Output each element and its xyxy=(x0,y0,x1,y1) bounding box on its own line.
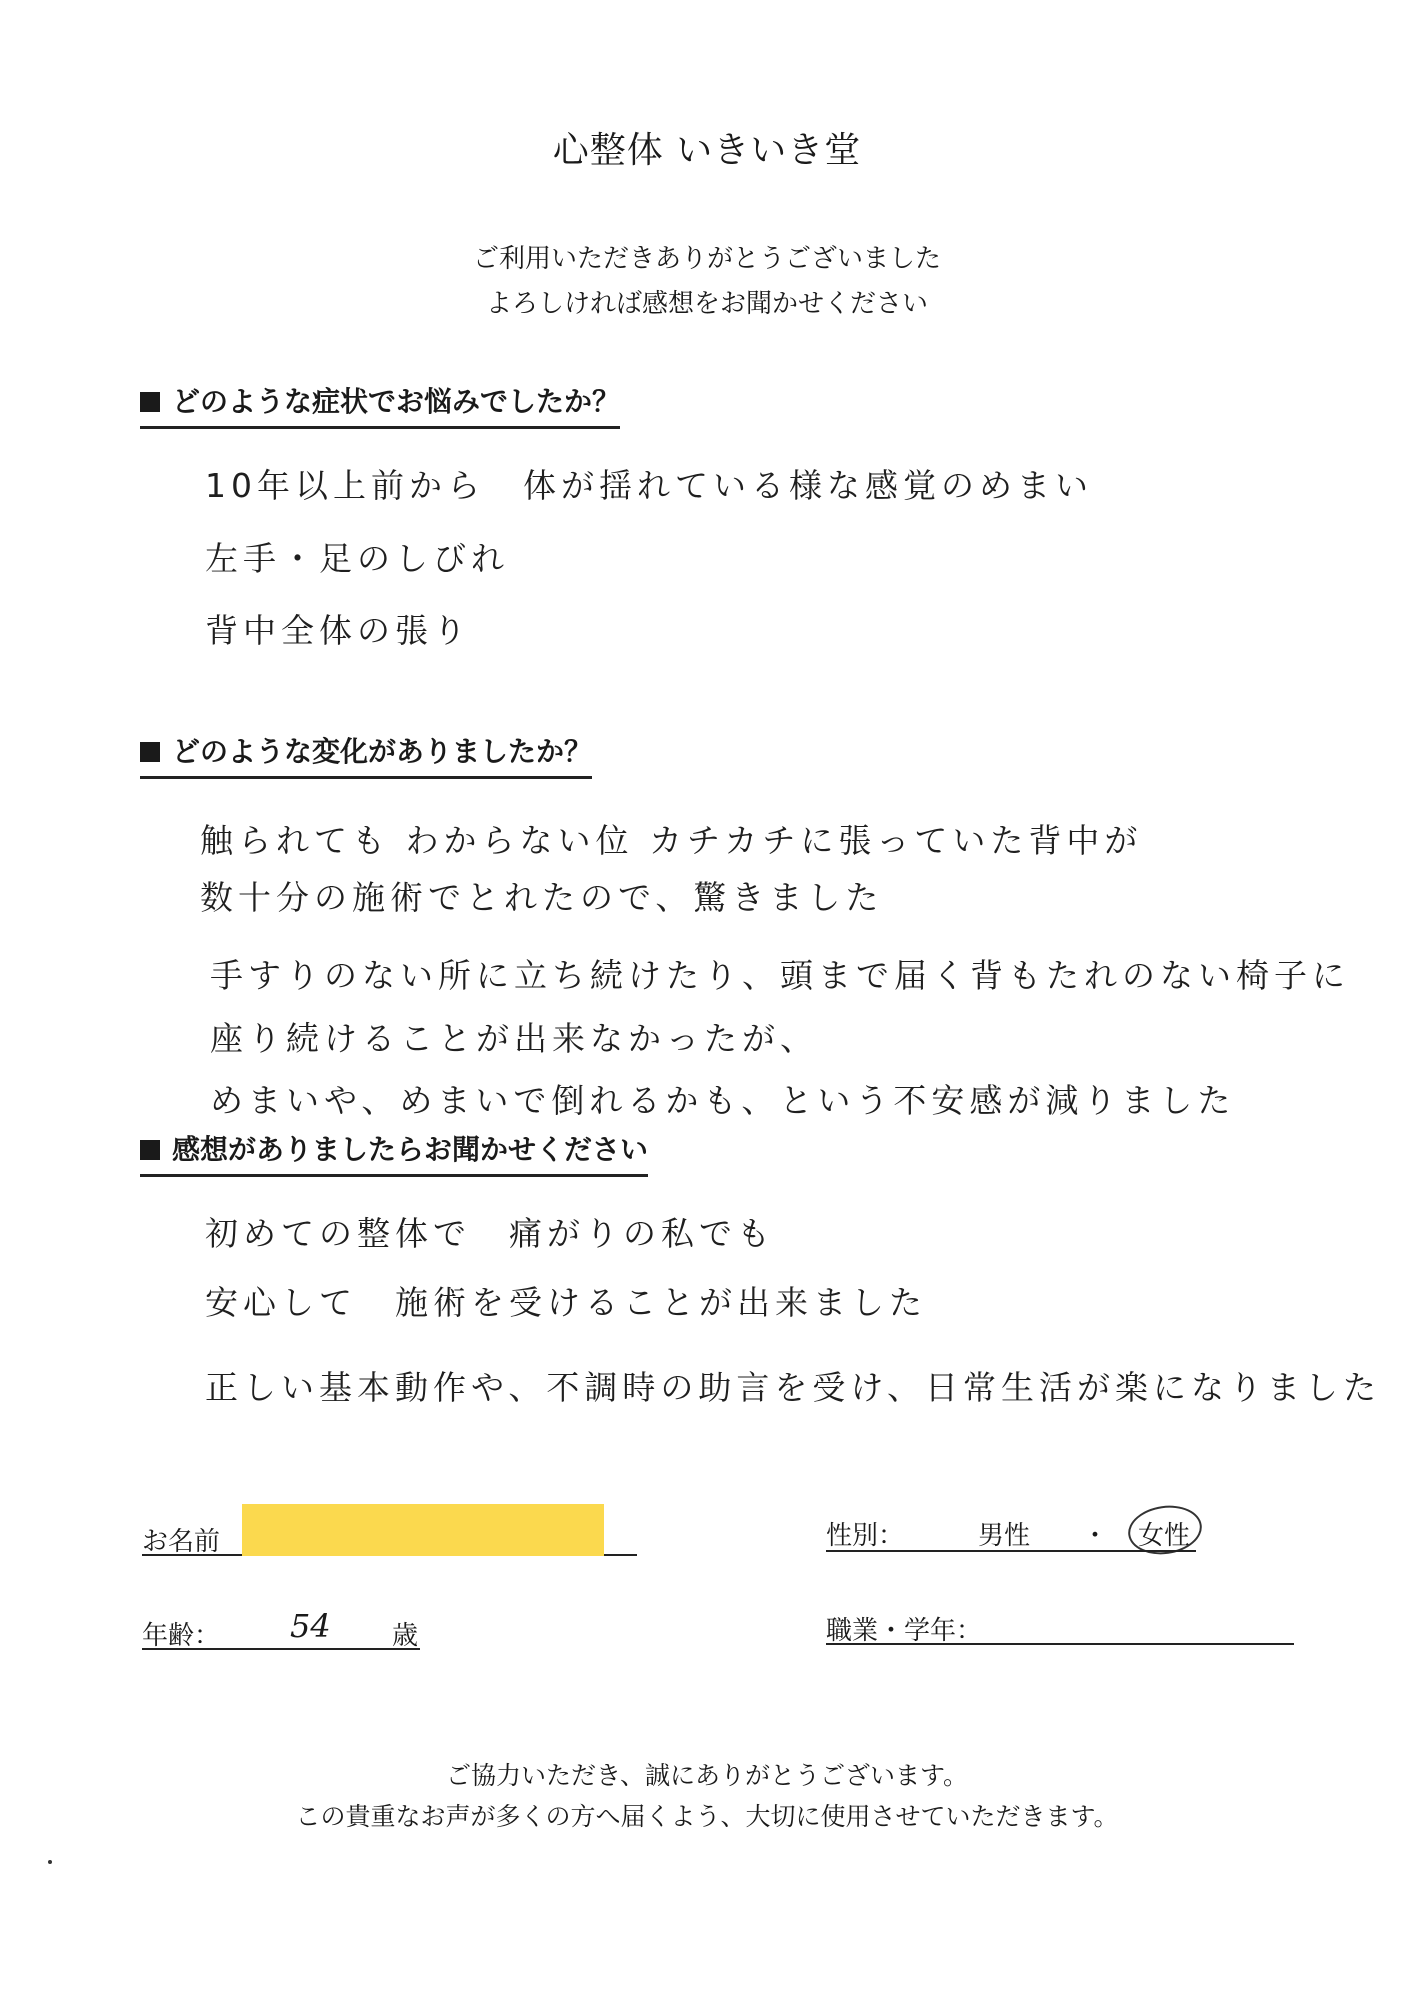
gender-male-option: 男性 xyxy=(978,1521,1031,1551)
gender-label: 性別： xyxy=(826,1521,905,1551)
symptom-line-3: 背中全体の張り xyxy=(205,611,471,650)
gender-female-option: 女性 xyxy=(1138,1521,1191,1551)
intro-line-1: ご利用いただきありがとうございました xyxy=(472,244,941,274)
square-bullet-icon xyxy=(140,1140,160,1160)
stray-dot xyxy=(48,1860,52,1864)
age-label: 年齢： xyxy=(142,1621,221,1651)
redacted-name-box xyxy=(242,1504,604,1556)
symptom-line-1: 10年以上前から 体が揺れている様な感覚のめまい xyxy=(205,466,1093,505)
square-bullet-icon xyxy=(140,392,160,412)
section-heading-symptoms xyxy=(140,380,620,429)
name-label: お名前 xyxy=(142,1527,221,1557)
change-line-1: 触られても わからない位 カチカチに張っていた背中が xyxy=(200,821,1143,860)
comment-line-2: 安心して 施術を受けることが出来ました xyxy=(205,1283,927,1322)
occupation-label: 職業・学年： xyxy=(826,1616,983,1646)
shop-title: 心整体 いきいき堂 xyxy=(552,130,862,171)
age-underline xyxy=(142,1648,420,1650)
change-line-3: 手すりのない所に立ち続けたり、頭まで届く背もたれのない椅子に xyxy=(210,956,1350,995)
footer-line-1: ご協力いただき、誠にありがとうございます。 xyxy=(445,1761,968,1790)
change-line-5: めまいや、めまいで倒れるかも、という不安感が減りました xyxy=(210,1081,1236,1120)
comment-line-3: 正しい基本動作や、不調時の助言を受け、日常生活が楽になりました xyxy=(205,1368,1382,1407)
change-line-4: 座り続けることが出来なかったが、 xyxy=(210,1019,818,1058)
gender-underline xyxy=(826,1550,1196,1552)
square-bullet-icon xyxy=(140,742,160,762)
section-heading-changes xyxy=(140,730,592,779)
occupation-underline xyxy=(826,1643,1294,1645)
gender-separator: ・ xyxy=(1082,1521,1109,1551)
symptom-line-2: 左手・足のしびれ xyxy=(205,539,509,578)
section-heading-text: どのような変化がありましたか？ xyxy=(172,735,593,768)
intro-line-2: よろしければ感想をお聞かせください xyxy=(485,289,928,319)
section-heading-comments xyxy=(140,1128,648,1177)
section-heading-text: どのような症状でお悩みでしたか？ xyxy=(172,385,621,418)
comment-line-1: 初めての整体で 痛がりの私でも xyxy=(205,1214,775,1253)
change-line-2: 数十分の施術でとれたので、驚きました xyxy=(200,878,884,917)
age-value: 54 xyxy=(290,1607,331,1645)
footer-line-2: この貴重なお声が多くの方へ届くよう、大切に使用させていただきます。 xyxy=(295,1802,1119,1831)
section-heading-text: 感想がありましたらお聞かせください xyxy=(172,1133,649,1166)
age-unit: 歳 xyxy=(392,1621,419,1651)
